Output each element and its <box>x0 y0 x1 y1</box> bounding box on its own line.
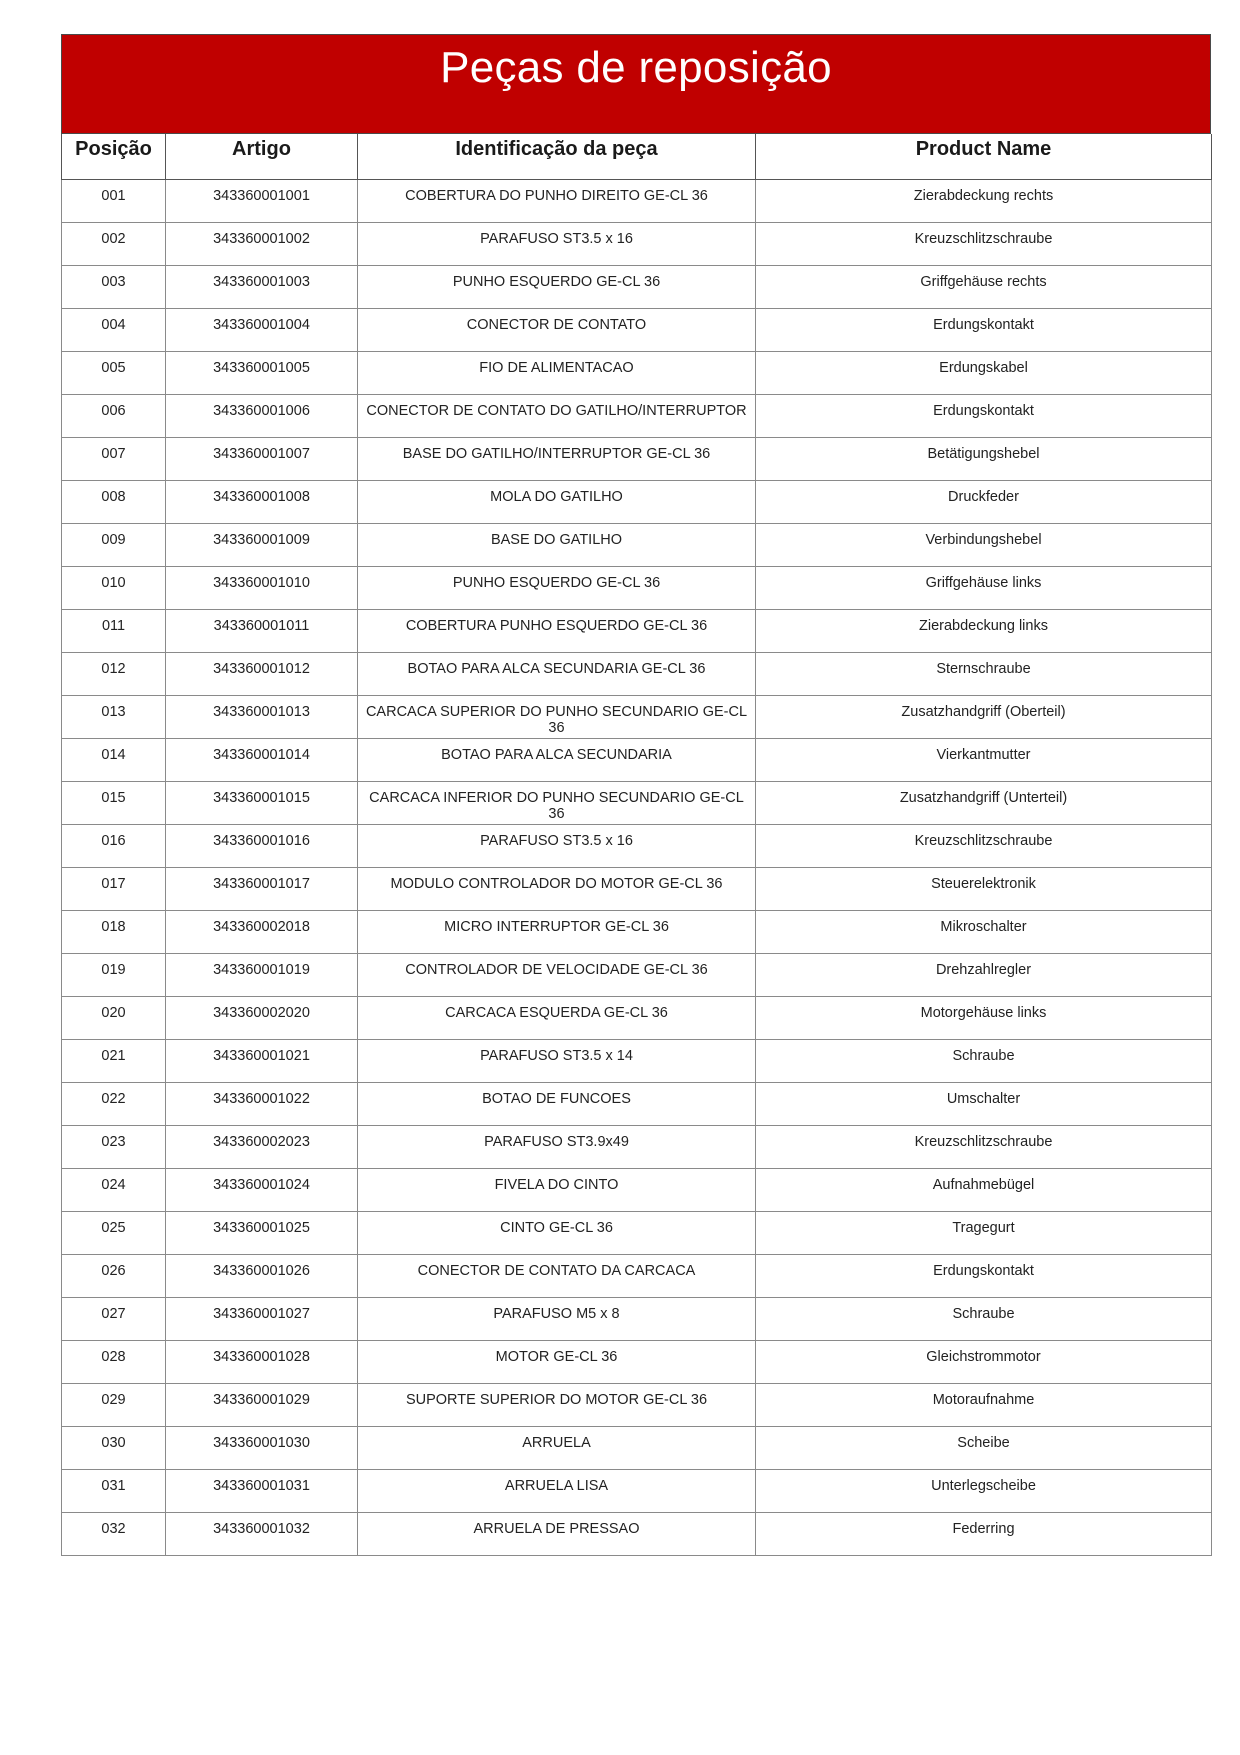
cell-posicao: 014 <box>62 738 166 781</box>
cell-identificacao: CINTO GE-CL 36 <box>358 1211 756 1254</box>
cell-product-name: Griffgehäuse links <box>756 566 1212 609</box>
cell-posicao: 012 <box>62 652 166 695</box>
cell-identificacao: COBERTURA DO PUNHO DIREITO GE-CL 36 <box>358 179 756 222</box>
table-header-row <box>62 134 1212 179</box>
cell-artigo: 343360001021 <box>166 1039 358 1082</box>
cell-identificacao: PUNHO ESQUERDO GE-CL 36 <box>358 265 756 308</box>
cell-product-name: Schraube <box>756 1039 1212 1082</box>
cell-identificacao: CARCACA ESQUERDA GE-CL 36 <box>358 996 756 1039</box>
table-row <box>62 1383 1212 1426</box>
cell-product-name: Zierabdeckung rechts <box>756 179 1212 222</box>
cell-posicao: 032 <box>62 1512 166 1555</box>
cell-artigo: 343360001032 <box>166 1512 358 1555</box>
cell-posicao: 023 <box>62 1125 166 1168</box>
cell-artigo: 343360002020 <box>166 996 358 1039</box>
cell-posicao: 016 <box>62 824 166 867</box>
cell-posicao: 009 <box>62 523 166 566</box>
cell-artigo: 343360001014 <box>166 738 358 781</box>
cell-product-name: Federring <box>756 1512 1212 1555</box>
cell-artigo: 343360001009 <box>166 523 358 566</box>
cell-posicao: 022 <box>62 1082 166 1125</box>
cell-posicao: 007 <box>62 437 166 480</box>
table-row <box>62 1082 1212 1125</box>
cell-product-name: Aufnahmebügel <box>756 1168 1212 1211</box>
page-title: Peças de reposição <box>440 43 832 92</box>
cell-artigo: 343360001025 <box>166 1211 358 1254</box>
table-row <box>62 1512 1212 1555</box>
cell-artigo: 343360001017 <box>166 867 358 910</box>
cell-identificacao: MOLA DO GATILHO <box>358 480 756 523</box>
cell-posicao: 026 <box>62 1254 166 1297</box>
cell-identificacao: BOTAO PARA ALCA SECUNDARIA GE-CL 36 <box>358 652 756 695</box>
cell-product-name: Schraube <box>756 1297 1212 1340</box>
cell-product-name: Vierkantmutter <box>756 738 1212 781</box>
cell-identificacao: CARCACA SUPERIOR DO PUNHO SECUNDARIO GE-CL 36 <box>358 695 756 738</box>
cell-identificacao: CARCACA INFERIOR DO PUNHO SECUNDARIO GE-CL 36 <box>358 781 756 824</box>
cell-identificacao: MODULO CONTROLADOR DO MOTOR GE-CL 36 <box>358 867 756 910</box>
cell-artigo: 343360001011 <box>166 609 358 652</box>
table-row <box>62 652 1212 695</box>
cell-artigo: 343360001006 <box>166 394 358 437</box>
table-row <box>62 953 1212 996</box>
cell-posicao: 010 <box>62 566 166 609</box>
table-row <box>62 824 1212 867</box>
cell-artigo: 343360001016 <box>166 824 358 867</box>
cell-product-name: Motorgehäuse links <box>756 996 1212 1039</box>
parts-table-body <box>62 179 1212 1555</box>
cell-identificacao: MICRO INTERRUPTOR GE-CL 36 <box>358 910 756 953</box>
cell-artigo: 343360001024 <box>166 1168 358 1211</box>
cell-artigo: 343360001002 <box>166 222 358 265</box>
cell-identificacao: MOTOR GE-CL 36 <box>358 1340 756 1383</box>
table-row <box>62 523 1212 566</box>
cell-posicao: 017 <box>62 867 166 910</box>
cell-identificacao: COBERTURA PUNHO ESQUERDO GE-CL 36 <box>358 609 756 652</box>
table-row <box>62 1039 1212 1082</box>
cell-artigo: 343360001026 <box>166 1254 358 1297</box>
cell-identificacao: ARRUELA <box>358 1426 756 1469</box>
cell-identificacao: FIVELA DO CINTO <box>358 1168 756 1211</box>
cell-posicao: 002 <box>62 222 166 265</box>
cell-artigo: 343360001019 <box>166 953 358 996</box>
cell-artigo: 343360001015 <box>166 781 358 824</box>
parts-table <box>61 134 1212 1556</box>
table-row <box>62 1254 1212 1297</box>
cell-product-name: Erdungskontakt <box>756 308 1212 351</box>
cell-product-name: Sternschraube <box>756 652 1212 695</box>
cell-product-name: Kreuzschlitzschraube <box>756 824 1212 867</box>
cell-product-name: Kreuzschlitzschraube <box>756 222 1212 265</box>
cell-product-name: Erdungskontakt <box>756 394 1212 437</box>
cell-identificacao: FIO DE ALIMENTACAO <box>358 351 756 394</box>
table-row <box>62 394 1212 437</box>
header-artigo: Artigo <box>166 134 358 179</box>
cell-artigo: 343360001010 <box>166 566 358 609</box>
cell-posicao: 029 <box>62 1383 166 1426</box>
cell-product-name: Druckfeder <box>756 480 1212 523</box>
cell-posicao: 021 <box>62 1039 166 1082</box>
table-row <box>62 695 1212 738</box>
cell-product-name: Betätigungshebel <box>756 437 1212 480</box>
header-product-name: Product Name <box>756 134 1212 179</box>
cell-posicao: 030 <box>62 1426 166 1469</box>
cell-posicao: 006 <box>62 394 166 437</box>
cell-product-name: Drehzahlregler <box>756 953 1212 996</box>
cell-artigo: 343360001030 <box>166 1426 358 1469</box>
cell-identificacao: CONECTOR DE CONTATO DA CARCACA <box>358 1254 756 1297</box>
cell-posicao: 005 <box>62 351 166 394</box>
cell-product-name: Umschalter <box>756 1082 1212 1125</box>
cell-identificacao: SUPORTE SUPERIOR DO MOTOR GE-CL 36 <box>358 1383 756 1426</box>
cell-product-name: Griffgehäuse rechts <box>756 265 1212 308</box>
table-row <box>62 1469 1212 1512</box>
cell-product-name: Tragegurt <box>756 1211 1212 1254</box>
table-row <box>62 1168 1212 1211</box>
cell-identificacao: CONECTOR DE CONTATO DO GATILHO/INTERRUPTOR <box>358 394 756 437</box>
cell-posicao: 003 <box>62 265 166 308</box>
cell-posicao: 028 <box>62 1340 166 1383</box>
cell-artigo: 343360001007 <box>166 437 358 480</box>
table-row <box>62 265 1212 308</box>
table-row <box>62 1297 1212 1340</box>
cell-identificacao: CONECTOR DE CONTATO <box>358 308 756 351</box>
cell-product-name: Erdungskabel <box>756 351 1212 394</box>
cell-product-name: Motoraufnahme <box>756 1383 1212 1426</box>
cell-identificacao: PARAFUSO M5 x 8 <box>358 1297 756 1340</box>
table-row <box>62 179 1212 222</box>
cell-identificacao: PARAFUSO ST3.5 x 14 <box>358 1039 756 1082</box>
table-row <box>62 1340 1212 1383</box>
cell-posicao: 020 <box>62 996 166 1039</box>
cell-artigo: 343360001005 <box>166 351 358 394</box>
cell-posicao: 019 <box>62 953 166 996</box>
table-row <box>62 996 1212 1039</box>
cell-posicao: 008 <box>62 480 166 523</box>
header-identificacao: Identificação da peça <box>358 134 756 179</box>
table-row <box>62 781 1212 824</box>
cell-posicao: 018 <box>62 910 166 953</box>
table-row <box>62 308 1212 351</box>
cell-posicao: 025 <box>62 1211 166 1254</box>
cell-artigo: 343360001028 <box>166 1340 358 1383</box>
table-row <box>62 437 1212 480</box>
cell-identificacao: PARAFUSO ST3.5 x 16 <box>358 824 756 867</box>
cell-artigo: 343360001027 <box>166 1297 358 1340</box>
cell-artigo: 343360001013 <box>166 695 358 738</box>
cell-identificacao: PARAFUSO ST3.5 x 16 <box>358 222 756 265</box>
header-posicao: Posição <box>62 134 166 179</box>
cell-identificacao: PUNHO ESQUERDO GE-CL 36 <box>358 566 756 609</box>
cell-identificacao: BOTAO PARA ALCA SECUNDARIA <box>358 738 756 781</box>
cell-identificacao: ARRUELA LISA <box>358 1469 756 1512</box>
table-row <box>62 480 1212 523</box>
cell-product-name: Steuerelektronik <box>756 867 1212 910</box>
cell-artigo: 343360001001 <box>166 179 358 222</box>
cell-identificacao: BASE DO GATILHO/INTERRUPTOR GE-CL 36 <box>358 437 756 480</box>
table-row <box>62 1426 1212 1469</box>
table-row <box>62 566 1212 609</box>
cell-artigo: 343360001031 <box>166 1469 358 1512</box>
table-row <box>62 910 1212 953</box>
table-row <box>62 867 1212 910</box>
cell-product-name: Kreuzschlitzschraube <box>756 1125 1212 1168</box>
table-row <box>62 609 1212 652</box>
cell-product-name: Zusatzhandgriff (Oberteil) <box>756 695 1212 738</box>
cell-artigo: 343360001012 <box>166 652 358 695</box>
cell-identificacao: BOTAO DE FUNCOES <box>358 1082 756 1125</box>
cell-posicao: 031 <box>62 1469 166 1512</box>
cell-artigo: 343360001003 <box>166 265 358 308</box>
cell-artigo: 343360001029 <box>166 1383 358 1426</box>
cell-product-name: Zierabdeckung links <box>756 609 1212 652</box>
cell-posicao: 001 <box>62 179 166 222</box>
table-row <box>62 351 1212 394</box>
cell-posicao: 027 <box>62 1297 166 1340</box>
cell-posicao: 015 <box>62 781 166 824</box>
parts-sheet <box>61 34 1211 1556</box>
cell-artigo: 343360001022 <box>166 1082 358 1125</box>
table-row <box>62 1125 1212 1168</box>
cell-product-name: Mikroschalter <box>756 910 1212 953</box>
cell-artigo: 343360001008 <box>166 480 358 523</box>
cell-posicao: 011 <box>62 609 166 652</box>
cell-identificacao: PARAFUSO ST3.9x49 <box>358 1125 756 1168</box>
cell-artigo: 343360001004 <box>166 308 358 351</box>
cell-product-name: Gleichstrommotor <box>756 1340 1212 1383</box>
table-row <box>62 222 1212 265</box>
table-row <box>62 1211 1212 1254</box>
cell-posicao: 013 <box>62 695 166 738</box>
cell-posicao: 024 <box>62 1168 166 1211</box>
title-banner <box>61 34 1211 134</box>
cell-posicao: 004 <box>62 308 166 351</box>
cell-product-name: Zusatzhandgriff (Unterteil) <box>756 781 1212 824</box>
cell-product-name: Verbindungshebel <box>756 523 1212 566</box>
cell-identificacao: BASE DO GATILHO <box>358 523 756 566</box>
table-row <box>62 738 1212 781</box>
cell-artigo: 343360002018 <box>166 910 358 953</box>
cell-product-name: Unterlegscheibe <box>756 1469 1212 1512</box>
cell-identificacao: CONTROLADOR DE VELOCIDADE GE-CL 36 <box>358 953 756 996</box>
cell-artigo: 343360002023 <box>166 1125 358 1168</box>
cell-product-name: Scheibe <box>756 1426 1212 1469</box>
cell-identificacao: ARRUELA DE PRESSAO <box>358 1512 756 1555</box>
cell-product-name: Erdungskontakt <box>756 1254 1212 1297</box>
